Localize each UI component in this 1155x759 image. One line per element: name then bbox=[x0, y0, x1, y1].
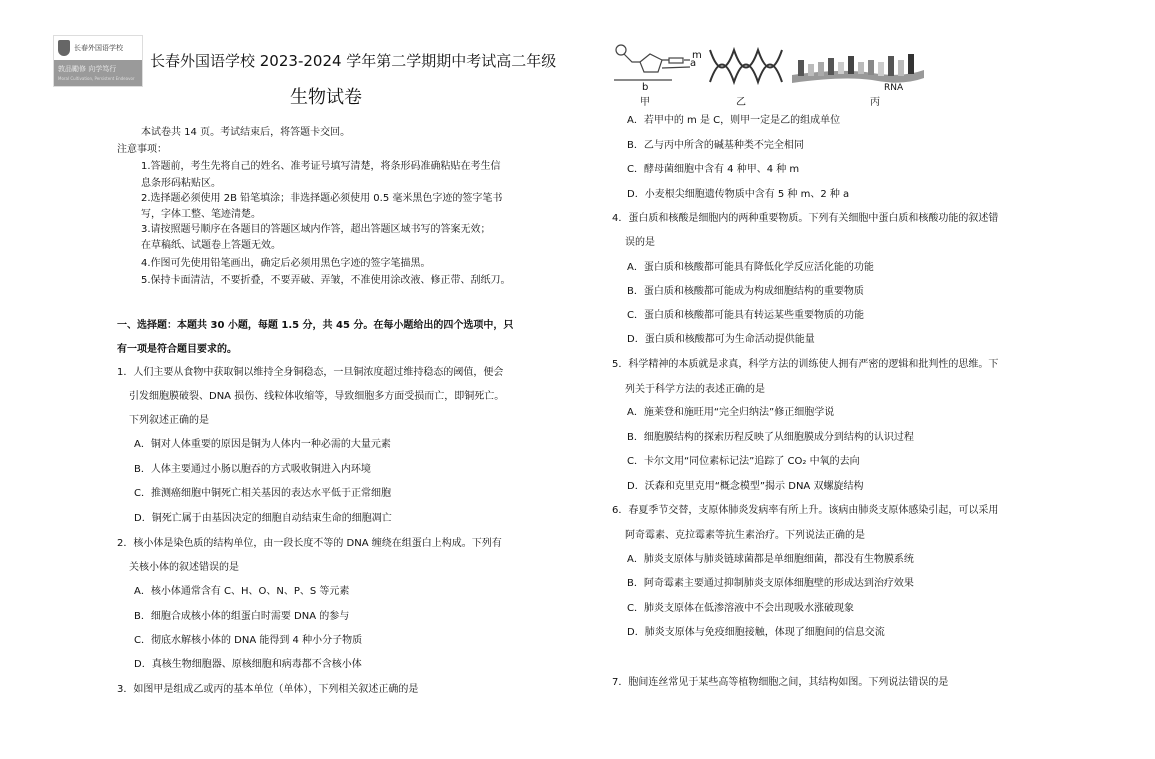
option: A．若甲中的 m 是 C，则甲一定是乙的组成单位 bbox=[627, 115, 841, 126]
notice-line: 在草稿纸、试题卷上答题无效。 bbox=[141, 240, 281, 251]
question-stem: 下列叙述正确的是 bbox=[129, 415, 209, 426]
nucleotide-diagram bbox=[614, 45, 690, 80]
school-logo bbox=[53, 35, 143, 87]
option: D．蛋白质和核酸都可为生命活动提供能量 bbox=[627, 334, 815, 345]
option: B．细胞合成核小体的组蛋白时需要 DNA 的参与 bbox=[134, 611, 350, 622]
rna-strand bbox=[792, 54, 924, 83]
option: B．细胞膜结构的探索历程反映了从细胞膜成分到结构的认识过程 bbox=[627, 432, 914, 443]
option: C．蛋白质和核酸都可能具有转运某些重要物质的功能 bbox=[627, 310, 864, 321]
option: C．推测癌细胞中铜死亡相关基因的表达水平低于正常细胞 bbox=[134, 488, 391, 499]
question-stem: 误的是 bbox=[625, 237, 655, 248]
logo-motto-en: Moral Cultivation, Persistent Endeavor bbox=[58, 76, 135, 81]
section-heading: 有一项是符合题目要求的。 bbox=[117, 344, 237, 355]
option: B．阿奇霉素主要通过抑制肺炎支原体细胞壁的形成达到治疗效果 bbox=[627, 578, 914, 589]
question-stem: 阿奇霉素、克拉霉素等抗生素治疗。下列说法正确的是 bbox=[625, 530, 865, 541]
question-stem: 4．蛋白质和核酸是细胞内的两种重要物质。下列有关细胞中蛋白质和核酸功能的叙述错 bbox=[612, 213, 999, 224]
option: D．小麦根尖细胞遗传物质中含有 5 种 m、2 种 a bbox=[627, 189, 850, 200]
label-bing: 丙 bbox=[870, 97, 880, 108]
school-crest-icon bbox=[58, 40, 70, 56]
section-heading: 一、选择题：本题共 30 小题，每题 1.5 分，共 45 分。在每小题给出的四个选项中，只 bbox=[117, 320, 514, 331]
option: D．沃森和克里克用“概念模型”揭示 DNA 双螺旋结构 bbox=[627, 481, 864, 492]
option: D．肺炎支原体与免疫细胞接触，体现了细胞间的信息交流 bbox=[627, 627, 885, 638]
nucleotide-figure bbox=[612, 40, 932, 110]
notice-line: 2.选择题必须使用 2B 铅笔填涂；非选择题必须使用 0.5 毫米黑色字迹的签字笔书 bbox=[141, 193, 503, 204]
intro-text: 本试卷共 14 页。考试结束后，将答题卡交回。 bbox=[141, 127, 351, 138]
option: A．核小体通常含有 C、H、O、N、P、S 等元素 bbox=[134, 586, 350, 597]
label-yi: 乙 bbox=[736, 97, 746, 108]
option: B．蛋白质和核酸都可能成为构成细胞结构的重要物质 bbox=[627, 286, 864, 297]
option: C．酵母菌细胞中含有 4 种甲、4 种 m bbox=[627, 164, 800, 175]
logo-motto: 敦品勵修 向学笃行 bbox=[58, 65, 117, 73]
option: A．施莱登和施旺用“完全归纳法”修正细胞学说 bbox=[627, 407, 835, 418]
label-rna: RNA bbox=[884, 83, 904, 93]
notice-line: 息条形码粘贴区。 bbox=[141, 178, 221, 189]
notice-line: 4.作图可先使用铅笔画出，确定后必须用黑色字迹的签字笔描黑。 bbox=[141, 258, 431, 269]
question-stem: 3．如图甲是组成乙或丙的基本单位（单体），下列相关叙述正确的是 bbox=[117, 684, 419, 695]
question-stem: 列关于科学方法的表述正确的是 bbox=[625, 384, 765, 395]
question-stem: 1．人们主要从食物中获取铜以维持全身铜稳态，一旦铜浓度超过维持稳态的阈值，便会 bbox=[117, 367, 504, 378]
question-stem: 7．胞间连丝常见于某些高等植物细胞之间，其结构如图。下列说法错误的是 bbox=[612, 677, 949, 688]
question-stem: 关核小体的叙述错误的是 bbox=[129, 562, 239, 573]
notice-line: 1.答题前，考生先将自己的姓名、准考证号填写清楚，将条形码准确粘贴在考生信 bbox=[141, 161, 501, 172]
notice-line: 3.请按照题号顺序在各题目的答题区域内作答，超出答题区域书写的答案无效； bbox=[141, 224, 491, 235]
label-m: m bbox=[692, 50, 702, 61]
exam-title: 长春外国语学校 2023-2024 学年第二学期期中考试高二年级 bbox=[150, 52, 557, 70]
logo-school-name: 长春外国语学校 bbox=[74, 44, 123, 52]
option: A．蛋白质和核酸都可能具有降低化学反应活化能的功能 bbox=[627, 262, 874, 273]
question-stem: 2．核小体是染色质的结构单位，由一段长度不等的 DNA 缠绕在组蛋白上构成。下列有 bbox=[117, 538, 502, 549]
label-b: b bbox=[642, 82, 649, 93]
option: B．乙与丙中所含的碱基种类不完全相同 bbox=[627, 140, 804, 151]
label-a: a bbox=[690, 58, 697, 69]
option: A．铜对人体重要的原因是铜为人体内一种必需的大量元素 bbox=[134, 439, 391, 450]
option: C．卡尔文用“同位素标记法”追踪了 CO₂ 中氧的去向 bbox=[627, 456, 860, 467]
option: A．肺炎支原体与肺炎链球菌都是单细胞细菌，都没有生物膜系统 bbox=[627, 554, 914, 565]
label-jia: 甲 bbox=[640, 97, 650, 108]
exam-subtitle: 生物试卷 bbox=[290, 87, 362, 108]
option: C．彻底水解核小体的 DNA 能得到 4 种小分子物质 bbox=[134, 635, 363, 646]
question-stem: 5．科学精神的本质就是求真，科学方法的训练使人拥有严密的逻辑和批判性的思维。下 bbox=[612, 359, 999, 370]
question-stem: 6．春夏季节交替，支原体肺炎发病率有所上升。该病由肺炎支原体感染引起，可以采用 bbox=[612, 505, 999, 516]
dna-double-helix bbox=[710, 50, 782, 82]
option: D．铜死亡属于由基因决定的细胞自动结束生命的细胞凋亡 bbox=[134, 513, 392, 524]
option: B．人体主要通过小肠以胞吞的方式吸收铜进入内环境 bbox=[134, 464, 371, 475]
notice-line: 5.保持卡面清洁，不要折叠，不要弄破、弄皱，不准使用涂改液、修正带、刮纸刀。 bbox=[141, 275, 511, 286]
option: C．肺炎支原体在低渗溶液中不会出现吸水涨破现象 bbox=[627, 603, 854, 614]
option: D．真核生物细胞器、原核细胞和病毒都不含核小体 bbox=[134, 659, 362, 670]
notice-label: 注意事项： bbox=[117, 144, 167, 155]
notice-line: 写，字体工整、笔迹清楚。 bbox=[141, 209, 261, 220]
question-stem: 引发细胞膜破裂、DNA 损伤、线粒体收缩等，导致细胞多方面受损而亡，即铜死亡。 bbox=[129, 391, 505, 402]
